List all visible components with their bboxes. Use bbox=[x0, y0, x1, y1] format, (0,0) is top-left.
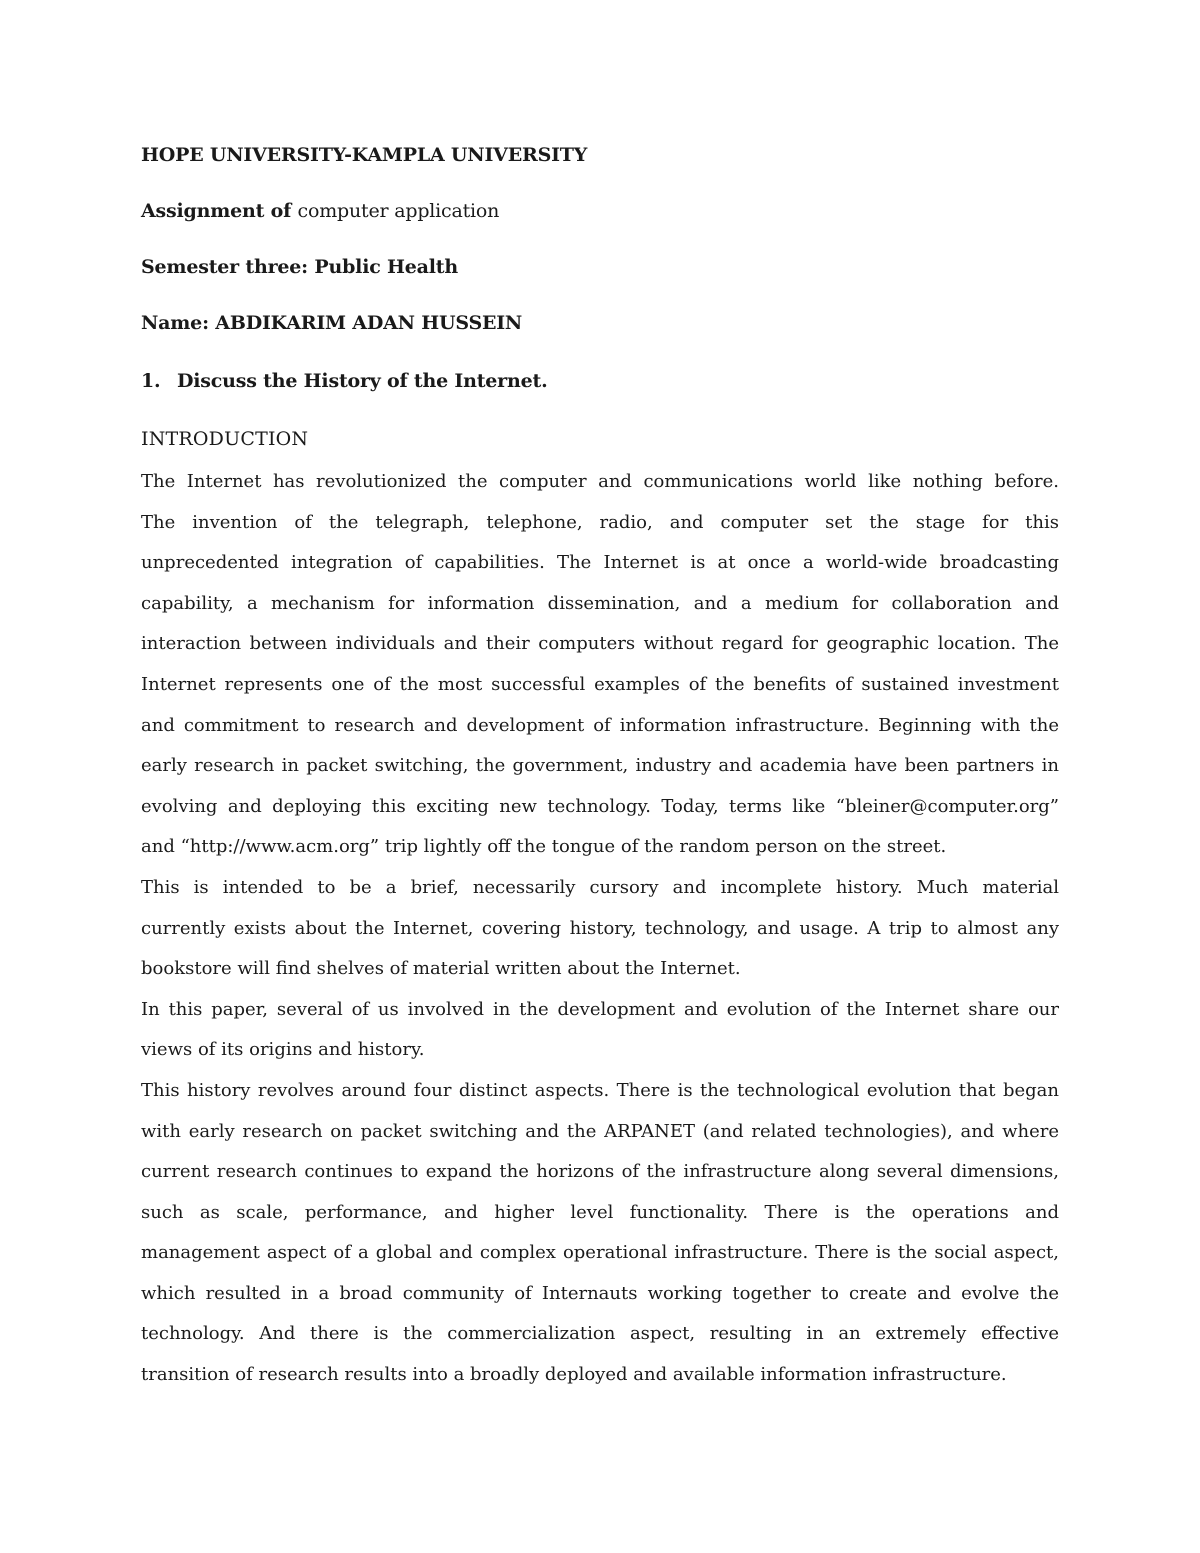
body-line: early research in packet switching, the government, industry and academia have been partners in bbox=[141, 755, 1059, 777]
body-line: unprecedented integration of capabilities. The Internet is at once a world-wide broadcasting bbox=[141, 552, 1059, 574]
body-line: current research continues to expand the horizons of the infrastructure along several dimensions, bbox=[141, 1161, 1059, 1183]
body-line: management aspect of a global and complex operational infrastructure. There is the social aspect, bbox=[141, 1242, 1059, 1264]
question-text: Discuss the History of the Internet. bbox=[177, 370, 548, 392]
assignment-subject: computer application bbox=[297, 200, 500, 222]
body-line: transition of research results into a broadly deployed and available information infrastructure. bbox=[141, 1364, 1007, 1386]
body-line: bookstore will find shelves of material written about the Internet. bbox=[141, 958, 741, 980]
body-line: such as scale, performance, and higher level functionality. There is the operations and bbox=[141, 1201, 1059, 1223]
assignment-heading bbox=[141, 200, 499, 222]
university-heading: HOPE UNIVERSITY-KAMPLA UNIVERSITY bbox=[141, 144, 588, 166]
body-line: evolving and deploying this exciting new technology. Today, terms like “bleiner@computer.org” bbox=[141, 795, 1059, 817]
body-line: interaction between individuals and their computers without regard for geographic location. The bbox=[141, 633, 1059, 655]
body-line: The Internet has revolutionized the computer and communications world like nothing before. bbox=[141, 471, 1059, 492]
introduction-body bbox=[141, 462, 1059, 1396]
student-name-heading: Name: ABDIKARIM ADAN HUSSEIN bbox=[141, 312, 523, 334]
body-line: capability, a mechanism for information dissemination, and a medium for collaboration and bbox=[141, 592, 1059, 614]
body-line: currently exists about the Internet, covering history, technology, and usage. A trip to almost any bbox=[141, 917, 1059, 939]
semester-heading: Semester three: Public Health bbox=[141, 256, 458, 278]
body-line: This history revolves around four distinct aspects. There is the technological evolution that began bbox=[141, 1079, 1059, 1101]
section-title: INTRODUCTION bbox=[141, 428, 309, 450]
body-line: views of its origins and history. bbox=[141, 1039, 425, 1061]
body-line: with early research on packet switching and the ARPANET (and related technologies), and where bbox=[141, 1120, 1059, 1142]
body-line: and commitment to research and development of information infrastructure. Beginning with the bbox=[141, 714, 1059, 736]
assignment-label: Assignment of bbox=[141, 200, 292, 222]
body-line: and “http://www.acm.org” trip lightly off the tongue of the random person on the street. bbox=[141, 836, 947, 858]
question-number: 1. bbox=[141, 370, 161, 392]
body-line: which resulted in a broad community of Internauts working together to create and evolve the bbox=[141, 1282, 1059, 1304]
body-line: The invention of the telegraph, telephone, radio, and computer set the stage for this bbox=[141, 511, 1059, 533]
question-heading bbox=[141, 370, 547, 392]
body-line: technology. And there is the commercialization aspect, resulting in an extremely effective bbox=[141, 1323, 1059, 1345]
body-line: This is intended to be a brief, necessarily cursory and incomplete history. Much material bbox=[141, 876, 1059, 898]
body-line: Internet represents one of the most successful examples of the benefits of sustained investment bbox=[141, 673, 1059, 695]
body-line: In this paper, several of us involved in the development and evolution of the Internet share our bbox=[141, 998, 1059, 1020]
